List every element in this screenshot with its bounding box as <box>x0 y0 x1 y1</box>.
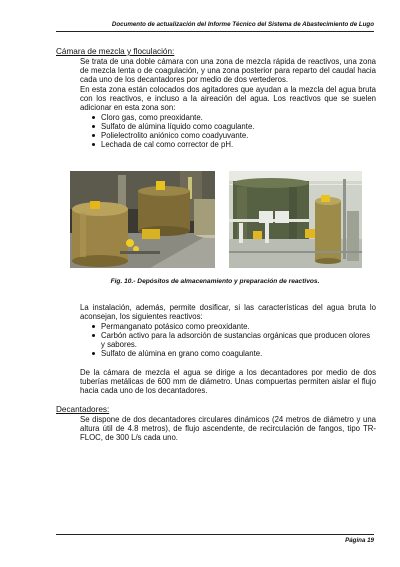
reagents-list <box>92 113 376 149</box>
paragraph-settlers-description: Se dispone de dos decantadores circulares dinámicos (24 metros de diámetro y una altura útil de 4.8 metros), de flujo ascendente, de recirculación de fangos, tipo TR-FLOC, de 300 L/s cada uno. <box>80 415 376 443</box>
page-number: Página 19 <box>345 537 374 544</box>
list-item: Carbón activo para la adsorción de sustancias orgánicas que producen olores y sabores. <box>92 331 376 349</box>
photo-reagent-tanks-left <box>70 171 215 268</box>
paragraph-optional-reagents: La instalación, además, permite dosificar, si las características del agua bruta lo aconsejan, los siguientes reactivos: <box>80 303 376 322</box>
paragraph-mixing-chamber-description: Se trata de una doble cámara con una zona de mezcla rápida de reactivos, una zona de mezcla lenta o de coagulación, y una zona posterior para reparto del caudal hacia cada uno de los decantadores por medio de dos vertederos. <box>80 57 376 85</box>
footer-rule <box>56 534 374 535</box>
header-rule <box>56 31 374 32</box>
list-item: Cloro gas, como preoxidante. <box>92 113 376 122</box>
list-item: Sulfato de alúmina en grano como coagulante. <box>92 349 376 358</box>
list-item: Polielectrolito aniónico como coadyuvante. <box>92 131 376 140</box>
list-item: Lechada de cal como corrector de pH. <box>92 140 376 149</box>
heading-settlers: Decantadores: <box>56 405 110 414</box>
header-title: Documento de actualización del Informe Técnico del Sistema de Abastecimiento de Lugo <box>111 21 374 28</box>
photo-reagent-tanks-right <box>229 171 362 268</box>
list-item: Sulfato de alúmina líquido como coagulante. <box>92 122 376 131</box>
figure-caption: Fig. 10.- Depósitos de almacenamiento y preparación de reactivos. <box>110 278 320 285</box>
list-item: Permanganato potásico como preoxidante. <box>92 322 376 331</box>
heading-mixing-chamber: Cámara de mezcla y floculación: <box>56 47 175 56</box>
paragraph-pipes-to-settlers: De la cámara de mezcla el agua se dirige a los decantadores por medio de dos tuberías metálicas de 600 mm de diámetro. Unas compuertas permiten aislar el flujo hacia cada uno de los decantadores. <box>80 368 376 396</box>
optional-reagents-list <box>92 322 376 358</box>
paragraph-agitators: En esta zona están colocados dos agitadores que ayudan a la mezcla del agua bruta con los reactivos, e incluso a la aireación del agua. Los reactivos que se suelen adicionar en esta zona son: <box>80 85 376 113</box>
